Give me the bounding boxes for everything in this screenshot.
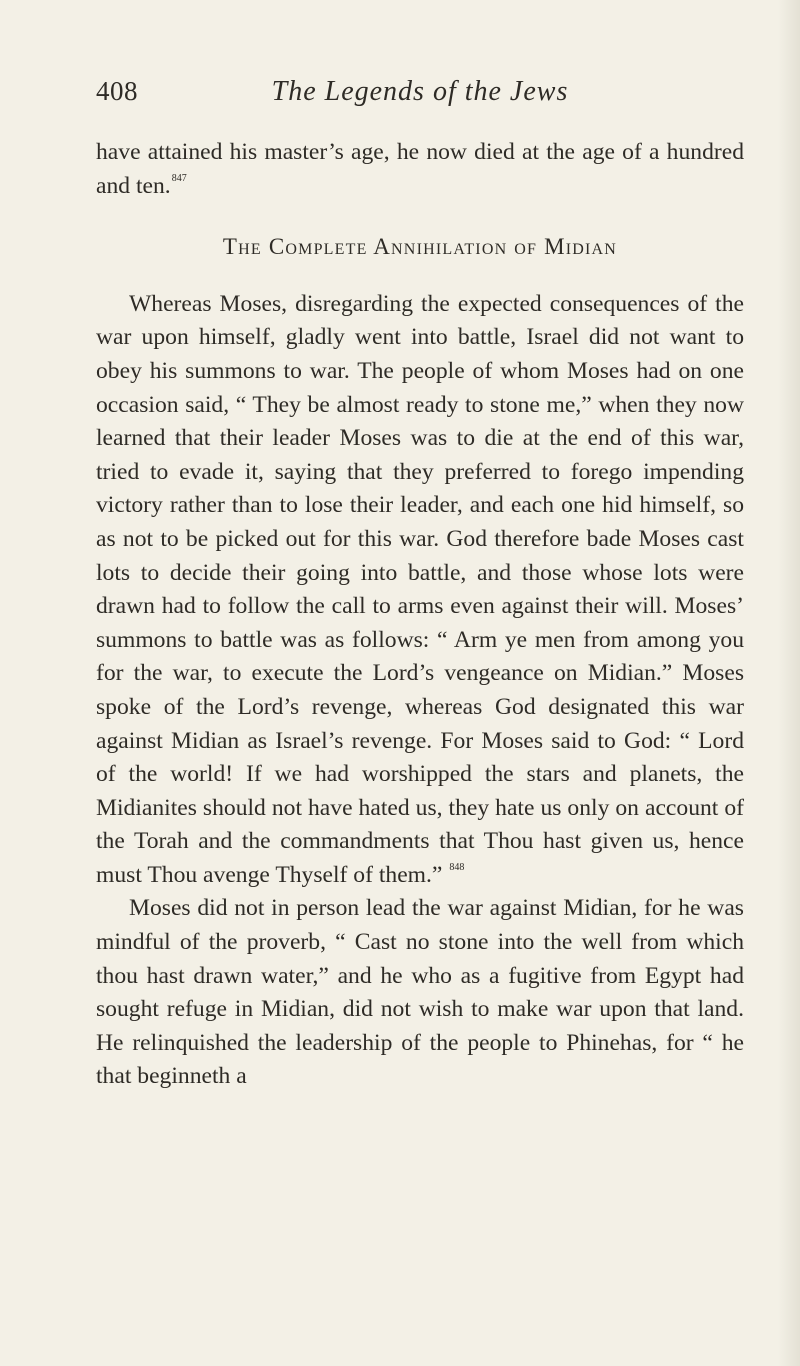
paragraph (96, 892, 744, 1094)
footnote-marker: 847 (171, 172, 187, 184)
paragraph (96, 288, 744, 893)
paragraph-text: Moses did not in person lead the war against Midian, for he was mindful of the proverb, “ Cast no stone into the well from which thou hast drawn water,” and he who as a fugitive from Egypt had sought refuge in Midian, did not wish to make war upon that land. He relinquished the leadership of the people to Phinehas, for “ he that beginneth a (96, 895, 744, 1090)
page-edge-shadow (778, 0, 800, 1366)
body-text (96, 136, 744, 1094)
running-title: The Legends of the Jews (271, 76, 569, 107)
section-heading: The Complete Annihilation of Midian (222, 234, 618, 260)
footnote-marker: 848 (449, 861, 465, 873)
paragraph-continued (96, 136, 744, 203)
paragraph-text: Whereas Moses, disregarding the expected consequences of the war upon himself, gladly went into battle, Israel did not want to obey his summons to war. The people of whom Moses had on one occasion said, “ They be almost ready to stone me,” when they now learned that their leader Moses was to die at the end of this war, tried to evade it, saying that they preferred to forego impending victory rather than to lose their leader, and each one hid himself, so as not to be picked out for this war. God therefore bade Moses cast lots to decide their going into battle, and those whose lots were drawn had to follow the call to arms even against their will. Moses’ summons to battle was as follows: “ Arm ye men from among you for the war, to execute the Lord’s vengeance on Midian.” Moses spoke of the Lord’s revenge, whereas God designated this war against Midian as Israel’s revenge. For Moses said to God: “ Lord of the world! If we had worshipped the stars and planets, the Midianites should not have hated us, they hate us only on account of the Torah and the commandments that Thou hast given us, hence must Thou avenge Thyself of them.” (96, 290, 744, 888)
page-number: 408 (96, 76, 138, 106)
running-head (96, 76, 744, 116)
paragraph-text: have attained his master’s age, he now died at the age of a hundred and ten. (96, 139, 744, 199)
